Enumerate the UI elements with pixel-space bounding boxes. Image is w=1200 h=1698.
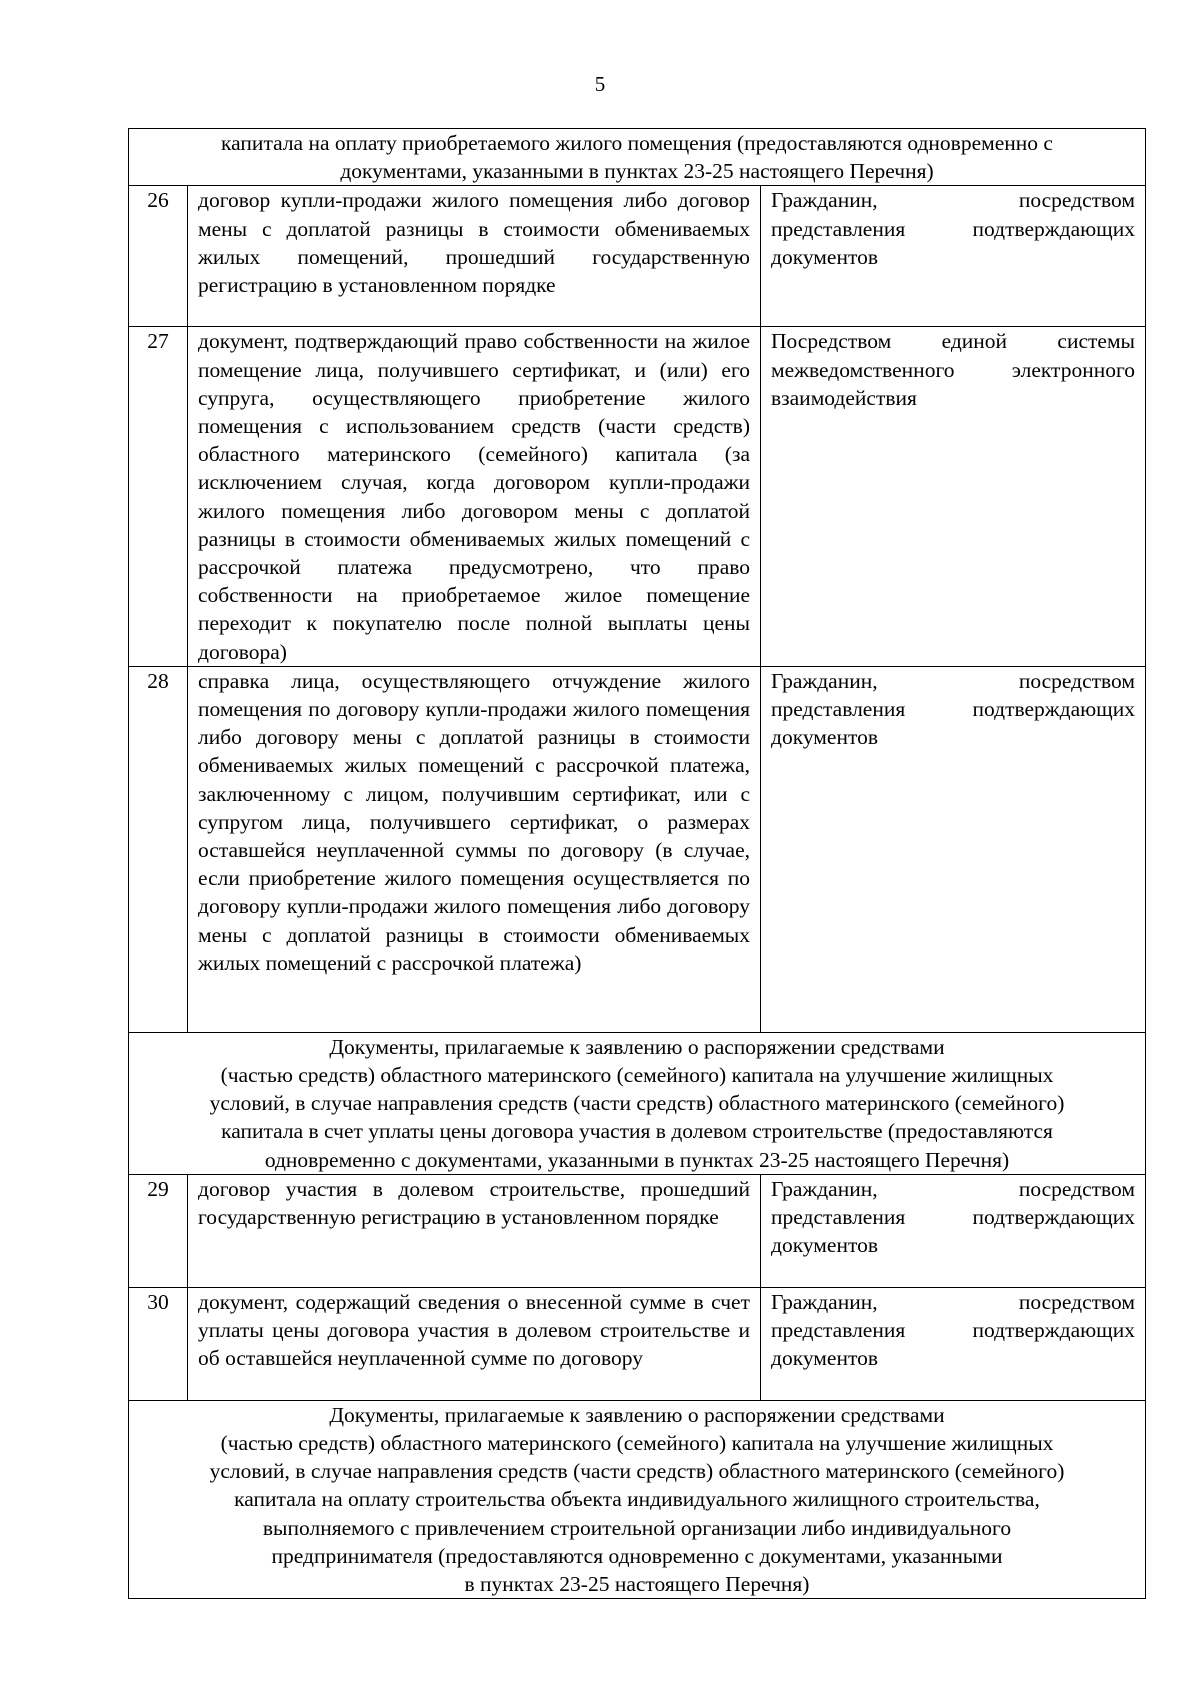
document-description: справка лица, осуществляющего отчуждение жилого помещения по договору купли-продажи жилого помещения либо договору мены с доплатой разницы в стоимости обмениваемых жилых помещений с рассрочкой платежа, заключенному с лицом, получившим сертификат, или с супругом лица, получившего сертификат, о размерах оставшейся неуплаченной суммы по договору (в случае, если приобретение жилого помещения осуществляется по договору купли-продажи жилого помещения либо договору мены с доплатой разницы в стоимости обмениваемых жилых помещений с рассрочкой платежа) [188,666,761,1032]
submission-method: Гражданин, посредством представления подтверждающих документов [761,666,1146,1032]
row-number: 27 [129,327,188,666]
documents-table [128,128,1146,1599]
page-number: 5 [594,72,606,96]
document-description: договор участия в долевом строительстве, прошедший государственную регистрацию в установленном порядке [188,1174,761,1287]
submission-method: Гражданин, посредством представления подтверждающих документов [761,186,1146,327]
row-number: 28 [129,666,188,1032]
section-header-row [129,129,1146,186]
document-description: документ, подтверждающий право собственности на жилое помещение лица, получившего сертификат, и (или) его супруга, осуществляющего приобретение жилого помещения с использованием средств (части средств) областного материнского (семейного) капитала (за исключением случая, когда договором купли-продажи жилого помещения либо договором мены с доплатой разницы в стоимости обмениваемых жилых помещений с рассрочкой платежа предусмотрено, что право собственности на приобретаемое жилое помещение переходит к покупателю после полной выплаты цены договора) [188,327,761,666]
row-number: 29 [129,1174,188,1287]
table-row [129,1287,1146,1400]
row-number: 26 [129,186,188,327]
document-description: документ, содержащий сведения о внесенной сумме в счет уплаты цены договора участия в долевом строительстве и об оставшейся неуплаченной сумме по договору [188,1287,761,1400]
table-row [129,666,1146,1032]
table-row [129,186,1146,327]
submission-method: Гражданин, посредством представления подтверждающих документов [761,1174,1146,1287]
submission-method: Посредством единой системы межведомственного электронного взаимодействия [761,327,1146,666]
row-number: 30 [129,1287,188,1400]
table-row [129,1174,1146,1287]
document-description: договор купли-продажи жилого помещения либо договор мены с доплатой разницы в стоимости обмениваемых жилых помещений, прошедший государственную регистрацию в установленном порядке [188,186,761,327]
section-header-row [129,1400,1146,1598]
section-header-shared-construction: Документы, прилагаемые к заявлению о распоряжении средствами (частью средств) областного материнского (семейного) капитала на улучшение жилищных условий, в случае направления средств (части средств) областного материнского (семейного) капитала в счет уплаты цены договора участия в долевом строительстве (предоставляются одновременно с документами, указанными в пунктах 23-25 настоящего Перечня) [129,1032,1146,1174]
section-header-row [129,1032,1146,1174]
section-header-continued: капитала на оплату приобретаемого жилого помещения (предоставляются одновременно с документами, указанными в пунктах 23-25 настоящего Перечня) [129,129,1146,186]
section-header-individual-construction: Документы, прилагаемые к заявлению о распоряжении средствами (частью средств) областного материнского (семейного) капитала на улучшение жилищных условий, в случае направления средств (части средств) областного материнского (семейного) капитала на оплату строительства объекта индивидуального жилищного строительства, выполняемого с привлечением строительной организации либо индивидуального предпринимателя (предоставляются одновременно с документами, указанными в пунктах 23-25 настоящего Перечня) [129,1400,1146,1598]
submission-method: Гражданин, посредством представления подтверждающих документов [761,1287,1146,1400]
table-row [129,327,1146,666]
